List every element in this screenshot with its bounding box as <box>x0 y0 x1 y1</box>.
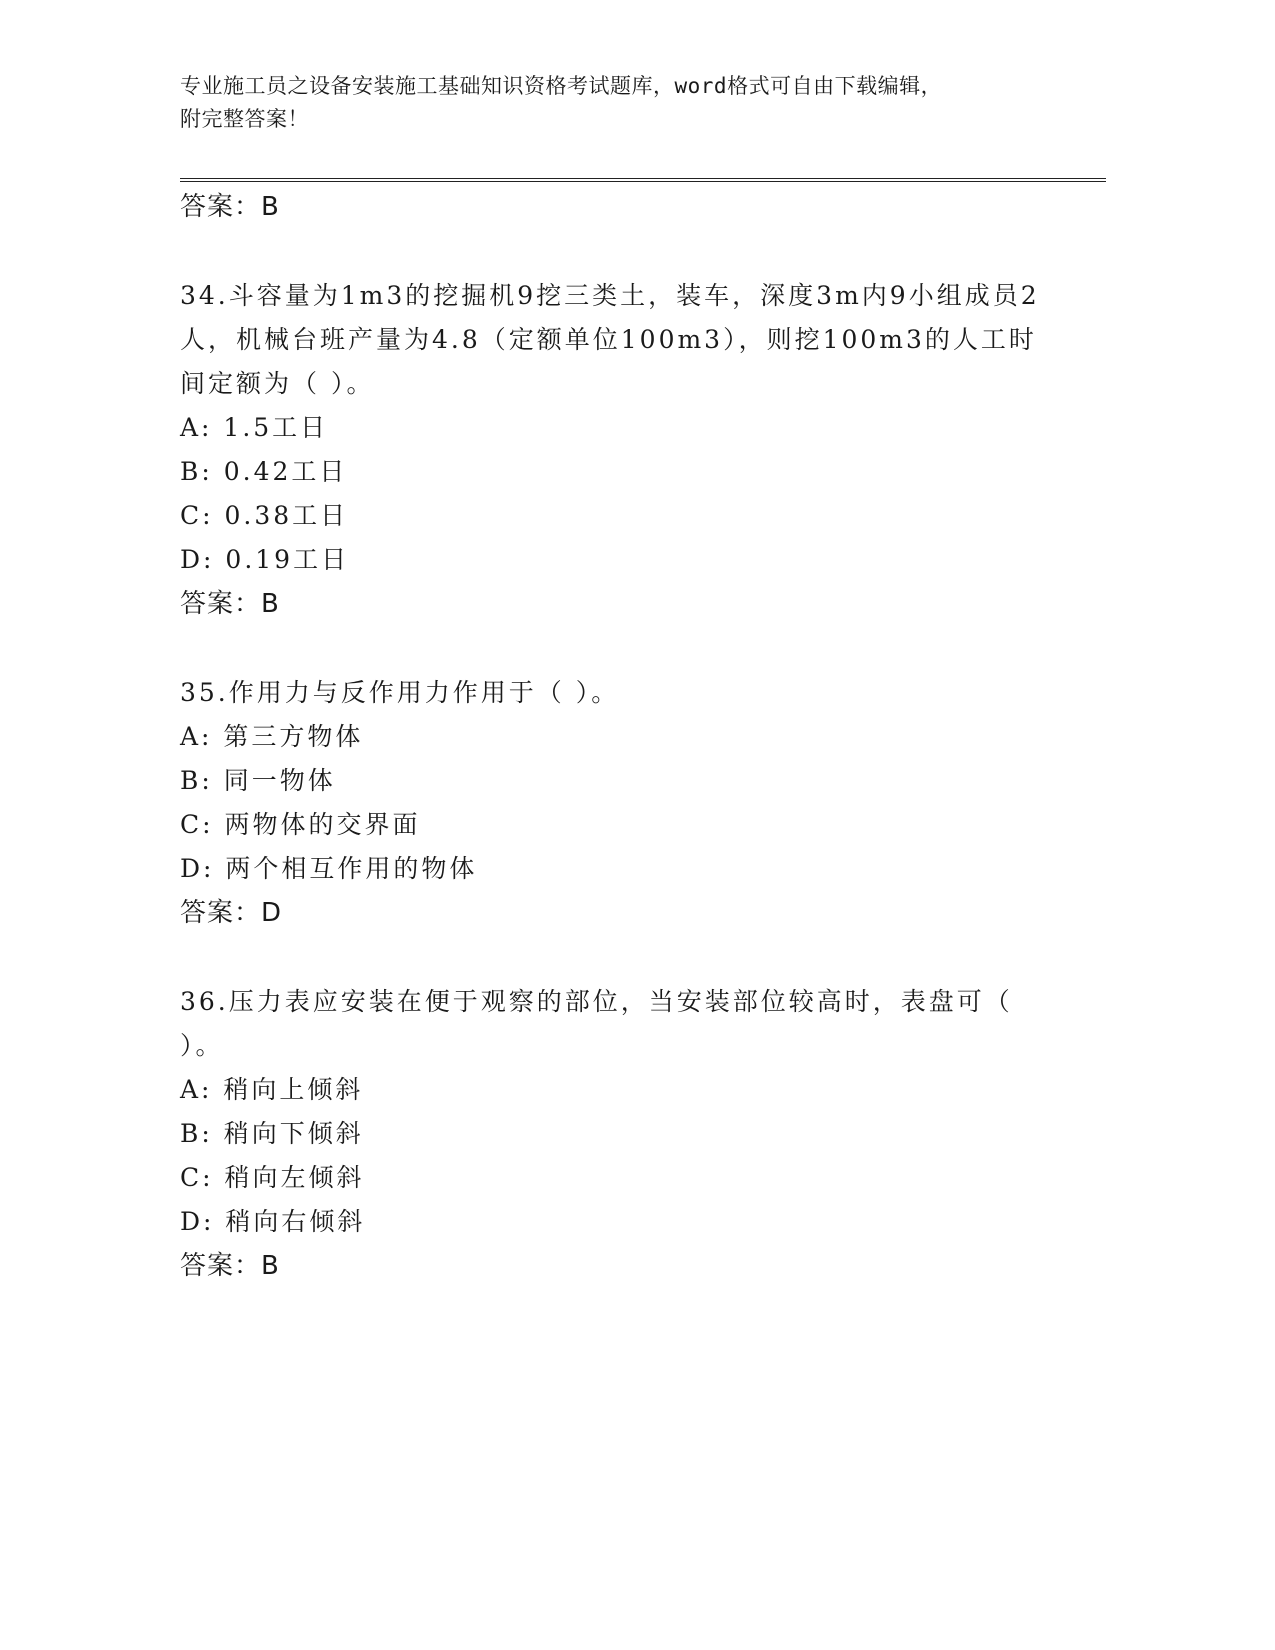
question-stem: 36.压力表应安装在便于观察的部位，当安装部位较高时，表盘可（ ）。 <box>180 987 1013 1060</box>
option-b: B: 稍向下倾斜 <box>180 1119 364 1148</box>
option-a: A: 第三方物体 <box>180 722 364 751</box>
option-b: B: 0.42工日 <box>180 457 348 486</box>
question-36 <box>180 980 1040 1289</box>
option-c: C: 两物体的交界面 <box>180 810 421 839</box>
option-d: D: 稍向右倾斜 <box>180 1207 366 1236</box>
option-c: C: 0.38工日 <box>180 501 349 530</box>
question-stem: 35.作用力与反作用力作用于（ ）。 <box>180 678 620 707</box>
answer-line: 答案：B <box>180 589 280 619</box>
document-header <box>180 70 1080 136</box>
option-a: A: 1.5工日 <box>180 413 329 442</box>
answer-line: 答案：B <box>180 1251 280 1281</box>
option-c: C: 稍向左倾斜 <box>180 1163 365 1192</box>
option-b: B: 同一物体 <box>180 766 336 795</box>
header-divider <box>180 178 1106 182</box>
header-line-1: 专业施工员之设备安装施工基础知识资格考试题库，word格式可自由下载编辑， <box>180 74 943 98</box>
option-d: D: 0.19工日 <box>180 545 350 574</box>
question-34 <box>180 274 1040 627</box>
question-35 <box>180 671 1040 936</box>
question-stem: 34.斗容量为1m3的挖掘机9挖三类土，装车，深度3m内9小组成员2人，机械台班产量为4.8（定额单位100m3），则挖100m3的人工时间定额为（ ）。 <box>180 281 1040 398</box>
option-d: D: 两个相互作用的物体 <box>180 854 478 883</box>
previous-answer: 答案：B <box>180 192 280 222</box>
header-line-2: 附完整答案！ <box>180 107 309 131</box>
option-a: A: 稍向上倾斜 <box>180 1075 364 1104</box>
question-list <box>180 185 1040 1289</box>
answer-line: 答案：D <box>180 898 283 928</box>
